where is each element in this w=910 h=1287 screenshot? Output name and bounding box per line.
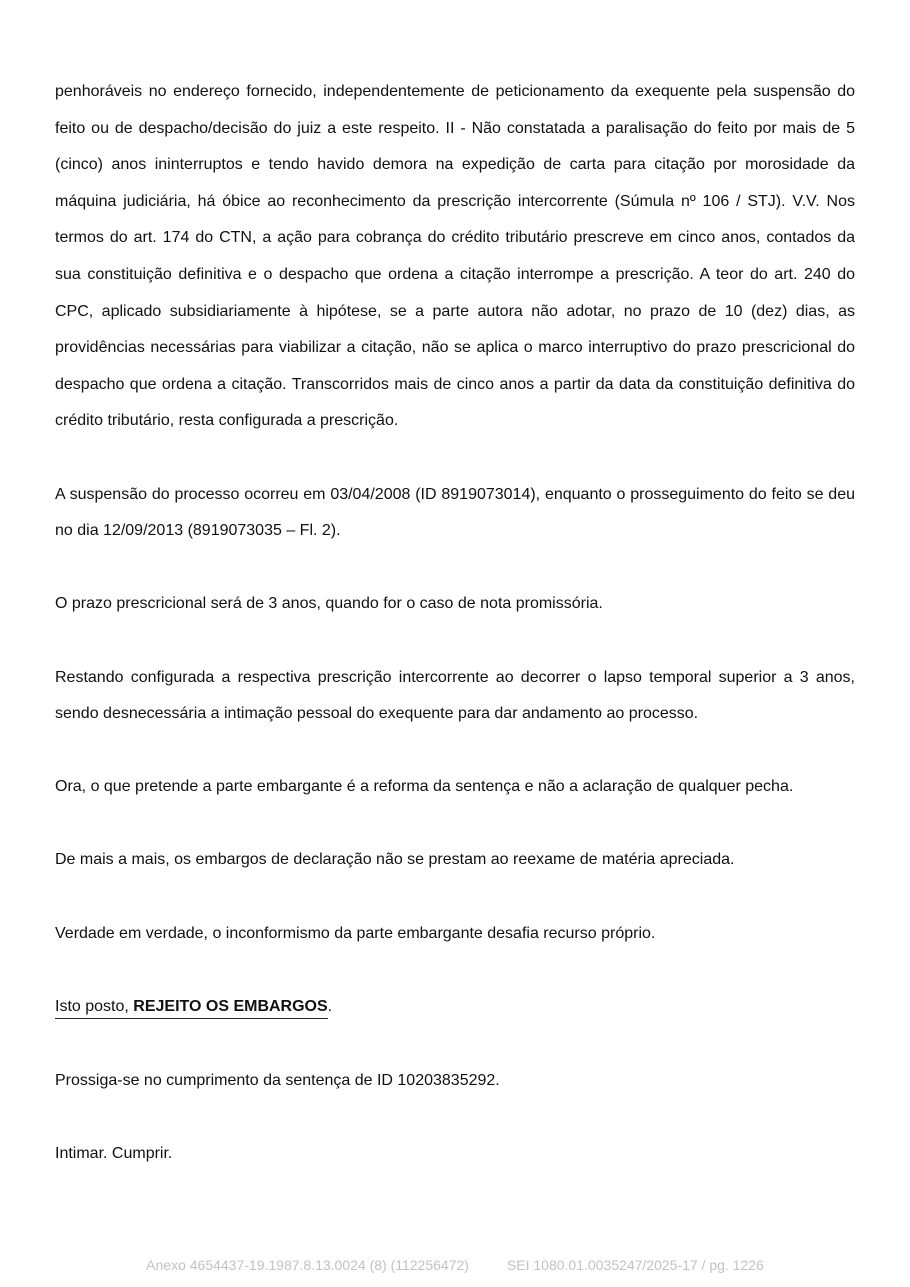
paragraph-reforma: Ora, o que pretende a parte embargante é a reforma da sentença e não a aclaração de qualquer pecha. xyxy=(55,778,794,796)
paragraph-suspensao: A suspensão do processo ocorreu em 03/04/2008 (ID 8919073014), enquanto o prosseguimento do feito se deu no dia 12/09/2013 (8919073035 – Fl. 2). xyxy=(55,485,855,540)
paragraph-intimar: Intimar. Cumprir. xyxy=(55,1145,173,1163)
paragraph-decision xyxy=(55,989,855,1027)
decision-bold: REJEITO OS EMBARGOS xyxy=(133,997,328,1015)
paragraph-inconformismo: Verdade em verdade, o inconformismo da parte embargante desafia recurso próprio. xyxy=(55,924,656,942)
page-footer xyxy=(0,1257,910,1273)
document-body xyxy=(55,74,855,1173)
footer-annex: Anexo 4654437-19.1987.8.13.0024 (8) (112256472) xyxy=(146,1257,469,1273)
paragraph-prazo: O prazo prescricional será de 3 anos, quando for o caso de nota promissória. xyxy=(55,595,603,613)
paragraph-prescricao: Restando configurada a respectiva prescrição intercorrente ao decorrer o lapso temporal superior a 3 anos, sendo desnecessária a intimação pessoal do exequente para dar andamento ao processo. xyxy=(55,668,855,723)
decision-prefix: Isto posto, xyxy=(55,997,134,1015)
paragraph-prossiga: Prossiga-se no cumprimento da sentença de ID 10203835292. xyxy=(55,1072,500,1090)
paragraph-embargos: De mais a mais, os embargos de declaração não se prestam ao reexame de matéria apreciada. xyxy=(55,851,735,869)
paragraph-ementa: penhoráveis no endereço fornecido, independentemente de peticionamento da exequente pela suspensão do feito ou de despacho/decisão do juiz a este respeito. II - Não constatada a paralisação do feito por mais de 5 (cinco) anos ininterruptos e tendo havido demora na expedição de carta para citação por morosidade da máquina judiciária, há óbice ao reconhecimento da prescrição intercorrente (Súmula nº 106 / STJ). V.V. Nos termos do art. 174 do CTN, a ação para cobrança do crédito tributário prescreve em cinco anos, contados da sua constituição definitiva e o despacho que ordena a citação interrompe a prescrição. A teor do art. 240 do CPC, aplicado subsidiariamente à hipótese, se a parte autora não adotar, no prazo de 10 (dez) dias, as providências necessárias para viabilizar a citação, não se aplica o marco interruptivo do prazo prescricional do despacho que ordena a citação. Transcorridos mais de cinco anos a partir da data da constituição definitiva do crédito tributário, resta configurada a prescrição. xyxy=(55,83,855,430)
decision-underlined xyxy=(55,996,328,1019)
decision-suffix: . xyxy=(327,997,333,1015)
footer-sei: SEI 1080.01.0035247/2025-17 / pg. 1226 xyxy=(506,1257,764,1273)
